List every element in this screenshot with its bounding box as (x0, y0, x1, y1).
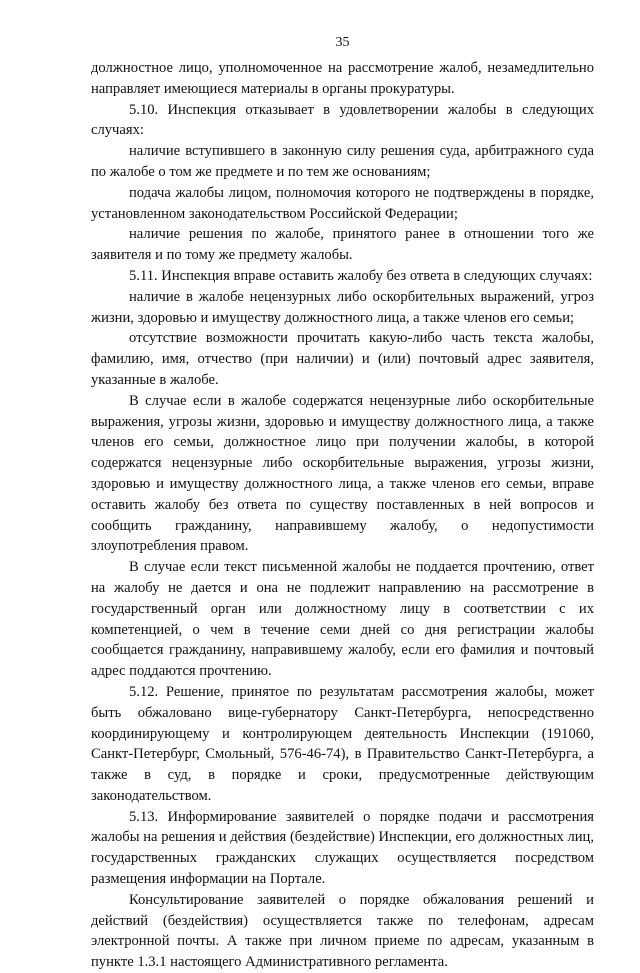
paragraph-unreadable-case: В случае если текст письменной жалобы не поддается прочтению, ответ на жалобу не дается и она не подлежит направлению на рассмотрение в государственный орган или должностному лицу в соответствии с их компетенцией, о чем в течение семи дней со дня регистрации жалобы сообщается гражданину, направившему жалобу, если его фамилия и почтовый адрес поддаются прочтению. (91, 559, 594, 680)
paragraph-5-11-item-2: отсутствие возможности прочитать какую-либо часть текста жалобы, фамилию, имя, отчество (при наличии) и (или) почтовый адрес заявителя, указанные в жалобе. (91, 330, 594, 388)
page-number: 35 (335, 35, 350, 50)
paragraph-clause-5-13: 5.13. Информирование заявителей о порядке подачи и рассмотрения жалобы на решения и действия (бездействие) Инспекции, его должностных лиц, государственных гражданских служащих осуществляется посредством размещения информации на Портале. (91, 808, 594, 888)
paragraph-5-10-item-3: наличие решения по жалобе, принятого ранее в отношении того же заявителя и по тому же предмету жалобы. (91, 226, 594, 264)
paragraph-clause-5-10: 5.10. Инспекция отказывает в удовлетворении жалобы в следующих случаях: (91, 101, 594, 139)
paragraph-5-10-item-2: подача жалобы лицом, полномочия которого не подтверждены в порядке, установленном законодательством Российской Федерации; (91, 184, 594, 222)
paragraph-continuation: должностное лицо, уполномоченное на рассмотрение жалоб, незамедлительно направляет имеющиеся материалы в органы прокуратуры. (91, 60, 594, 97)
document-body (91, 58, 594, 973)
paragraph-clause-5-12: 5.12. Решение, принятое по результатам рассмотрения жалобы, может быть обжаловано вице-губернатору Санкт-Петербурга, непосредственно координирующему и контролирующем деятельность Инспекции (191060, Санкт-Петербург, Смольный, 576-46-74), в Правительство Санкт-Петербурга, а также в суд, в порядке и сроки, предусмотренные действующим законодательством. (91, 683, 594, 804)
paragraph-5-10-item-1: наличие вступившего в законную силу решения суда, арбитражного суда по жалобе о том же предмете и по тем же основаниям; (91, 143, 594, 180)
paragraph-consulting: Консультирование заявителей о порядке обжалования решений и действий (бездействия) осуществляется также по телефонам, адресам электронной почты. А также при личном приеме по адресам, указанным в пункте 1.3.1 настоящего Административного регламента. (91, 891, 594, 971)
paragraph-obscene-case: В случае если в жалобе содержатся нецензурные либо оскорбительные выражения, угрозы жизни, здоровью и имуществу должностного лица, а также членов его семьи, должностное лицо при получении жалобы, в которой содержатся нецензурные либо оскорбительные выражения, угрозы жизни, здоровью и имуществу должностного лица, а также членов его семьи, вправе оставить жалобу без ответа по существу поставленных в ней вопросов и сообщить гражданину, направившему жалобу, о недопустимости злоупотребления правом. (91, 392, 594, 555)
paragraph-5-11-item-1: наличие в жалобе нецензурных либо оскорбительных выражений, угроз жизни, здоровью и имуществу должностного лица, а также членов его семьи; (91, 288, 594, 326)
paragraph-clause-5-11: 5.11. Инспекция вправе оставить жалобу без ответа в следующих случаях: (129, 267, 593, 284)
